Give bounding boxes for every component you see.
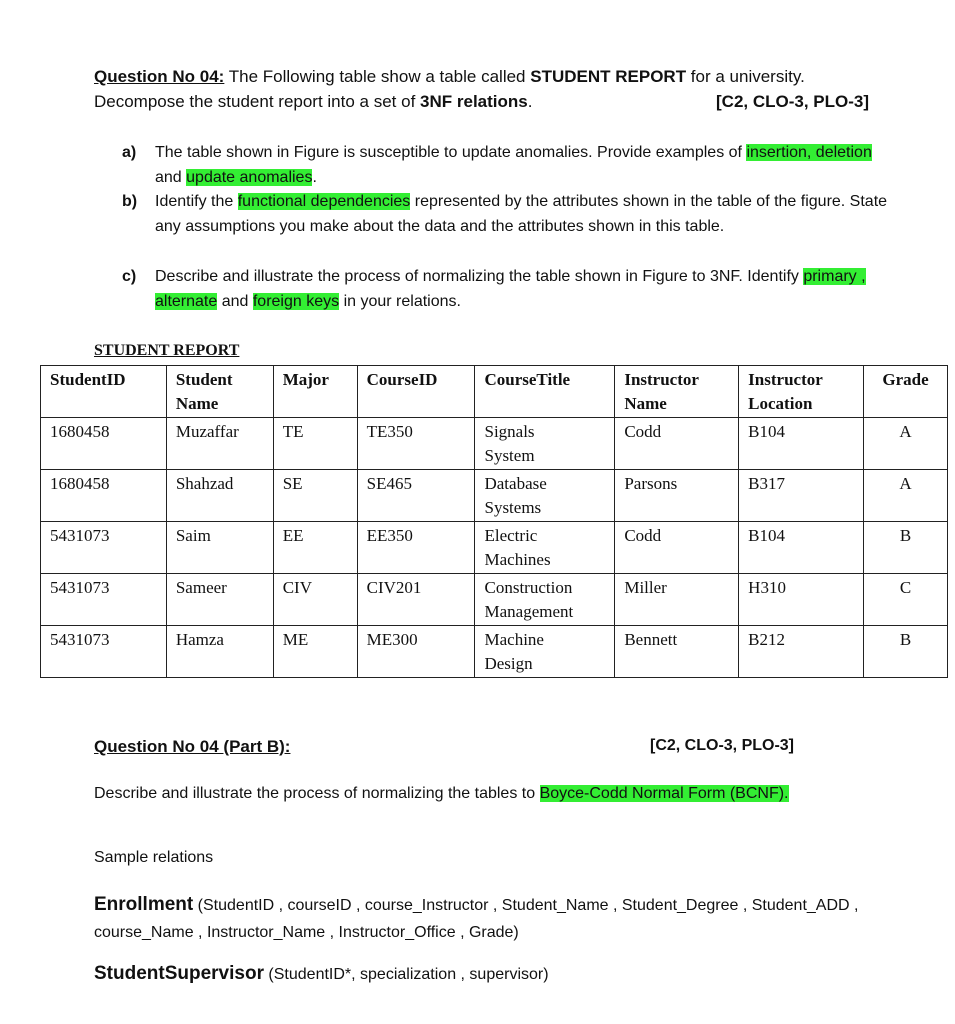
part-b-label: b) xyxy=(122,193,138,210)
column-header-text: Student xyxy=(175,370,233,389)
enrollment-attributes: (StudentID , courseID , course_Instructor , Student_Name , Student_Degree , Student_ADD , course_Name , Instructor_Name , Instructor_Office , Grade) xyxy=(94,897,859,941)
part-b-text: Identify the xyxy=(155,193,238,210)
table-cell xyxy=(273,626,357,678)
cell-text: B xyxy=(899,526,912,545)
question-clo-tag: [C2, CLO-3, PLO-3] xyxy=(716,92,870,111)
table-cell xyxy=(739,470,864,522)
cell-text: B212 xyxy=(748,630,786,649)
table-cell xyxy=(357,574,475,626)
part-a-highlight-2: update anomalies xyxy=(186,168,313,186)
question-intro-text: The Following table show a table called xyxy=(224,67,531,86)
part-c-text-3: in your relations. xyxy=(339,292,461,310)
part-a-text-2: and xyxy=(155,168,187,186)
column-header xyxy=(41,366,167,418)
table-cell xyxy=(273,470,357,522)
cell-text: Shahzad xyxy=(175,474,234,493)
table-row xyxy=(41,574,948,626)
table-cell xyxy=(739,626,864,678)
part-a-text-3: . xyxy=(312,168,317,186)
table-cell xyxy=(357,522,475,574)
part-b-highlight: functional dependencies xyxy=(237,193,411,210)
cell-text: Sameer xyxy=(175,578,227,597)
cell-text: Signals xyxy=(484,422,535,441)
part-a xyxy=(122,141,902,190)
part-c-highlight-2: foreign keys xyxy=(252,292,340,310)
student-supervisor-name: StudentSupervisor xyxy=(94,963,264,984)
table-cell xyxy=(166,574,273,626)
cell-text: Systems xyxy=(484,498,542,517)
table-row xyxy=(41,522,948,574)
bcnf-highlight: Boyce-Codd Normal Form (BCNF). xyxy=(539,785,789,802)
column-header-text: Location xyxy=(748,394,813,413)
table-cell xyxy=(273,574,357,626)
cell-text: Construction xyxy=(484,578,573,597)
table-cell xyxy=(864,418,948,470)
part-b-desc-text: Describe and illustrate the process of normalizing the tables to xyxy=(94,785,540,802)
cell-text: CIV xyxy=(282,578,312,597)
cell-text: B104 xyxy=(748,526,786,545)
cell-text: Machines xyxy=(484,550,551,569)
cell-text: Database xyxy=(484,474,547,493)
table-cell xyxy=(864,470,948,522)
part-c xyxy=(122,265,902,314)
table-cell xyxy=(475,522,615,574)
cell-text: SE465 xyxy=(366,474,412,493)
table-cell xyxy=(357,626,475,678)
question-line2-text: Decompose the student report into a set of xyxy=(94,92,421,111)
table-cell xyxy=(166,470,273,522)
cell-text: Codd xyxy=(624,422,662,441)
table-body xyxy=(41,418,948,678)
table-cell xyxy=(475,470,615,522)
table-cell xyxy=(615,574,739,626)
table-cell xyxy=(166,522,273,574)
table-header-row xyxy=(41,366,948,418)
column-header-text: CourseID xyxy=(366,370,438,389)
cell-text: Electric xyxy=(484,526,538,545)
table-cell xyxy=(615,626,739,678)
part-b xyxy=(122,190,902,239)
part-b-clo-tag: [C2, CLO-3, PLO-3] xyxy=(650,737,795,754)
table-cell xyxy=(864,522,948,574)
cell-text: Saim xyxy=(175,526,211,545)
cell-text: CIV201 xyxy=(366,578,422,597)
table-cell xyxy=(615,470,739,522)
student-supervisor-relation xyxy=(94,963,549,985)
cell-text: Design xyxy=(484,654,533,673)
cell-text: 1680458 xyxy=(50,422,110,441)
cell-text: 1680458 xyxy=(50,474,110,493)
cell-text: ME300 xyxy=(366,630,418,649)
table-cell xyxy=(41,574,167,626)
cell-text: B xyxy=(899,630,912,649)
table-cell xyxy=(739,418,864,470)
table-cell xyxy=(41,522,167,574)
cell-text: 5431073 xyxy=(50,630,110,649)
cell-text: ME xyxy=(282,630,309,649)
table-cell xyxy=(615,522,739,574)
cell-text: Muzaffar xyxy=(175,422,239,441)
column-header-text: Instructor xyxy=(748,370,823,389)
table-cell xyxy=(41,470,167,522)
part-c-highlight-1: primary , alternate xyxy=(155,268,866,310)
table-cell xyxy=(273,522,357,574)
part-a-highlight-1: insertion, deletion xyxy=(746,144,872,161)
cell-text: Machine xyxy=(484,630,544,649)
column-header-text: CourseTitle xyxy=(484,370,571,389)
table-cell xyxy=(475,418,615,470)
table-cell xyxy=(615,418,739,470)
column-header-text: Grade xyxy=(882,370,929,389)
table-cell xyxy=(864,574,948,626)
column-header xyxy=(166,366,273,418)
cell-text: Miller xyxy=(624,578,667,597)
cell-text: Parsons xyxy=(624,474,678,493)
table-row xyxy=(41,626,948,678)
column-header-text: Instructor xyxy=(624,370,699,389)
cell-text: 5431073 xyxy=(50,526,110,545)
table-cell xyxy=(475,626,615,678)
table-cell xyxy=(166,418,273,470)
cell-text: EE350 xyxy=(366,526,413,545)
table-cell xyxy=(864,626,948,678)
table-cell xyxy=(739,574,864,626)
question-line2-end: . xyxy=(527,92,533,111)
cell-text: B104 xyxy=(748,422,786,441)
question-heading: Question No 04: xyxy=(94,67,225,86)
column-header-text: Name xyxy=(624,394,667,413)
cell-text: A xyxy=(899,422,912,441)
table-cell xyxy=(739,522,864,574)
table-cell xyxy=(357,470,475,522)
table-cell xyxy=(41,626,167,678)
cell-text: TE350 xyxy=(366,422,413,441)
column-header xyxy=(475,366,615,418)
cell-text: System xyxy=(484,446,535,465)
column-header-text: Major xyxy=(282,370,329,389)
sample-relations-label: Sample relations xyxy=(94,849,214,866)
table-cell xyxy=(273,418,357,470)
part-a-label: a) xyxy=(122,144,137,161)
table-cell xyxy=(41,418,167,470)
part-c-label: c) xyxy=(122,268,137,285)
part-a-text: The table shown in Figure is susceptible to update anomalies. Provide examples of xyxy=(155,144,747,161)
table-row xyxy=(41,418,948,470)
cell-text: EE xyxy=(282,526,304,545)
column-header xyxy=(739,366,864,418)
column-header xyxy=(615,366,739,418)
cell-text: Management xyxy=(484,602,574,621)
cell-text: B317 xyxy=(748,474,786,493)
cell-text: C xyxy=(899,578,912,597)
question-block xyxy=(94,64,894,114)
cell-text: 5431073 xyxy=(50,578,110,597)
cell-text: SE xyxy=(282,474,303,493)
enrollment-name: Enrollment xyxy=(94,894,194,915)
cell-text: Hamza xyxy=(175,630,224,649)
column-header-text: StudentID xyxy=(50,370,126,389)
report-title: STUDENT REPORT xyxy=(94,342,240,359)
cell-text: H310 xyxy=(748,578,786,597)
column-header xyxy=(864,366,948,418)
part-c-text-2: and xyxy=(217,292,253,310)
enrollment-relation xyxy=(94,891,874,946)
student-report-table xyxy=(40,365,948,678)
student-supervisor-attributes: (StudentID*, specialization , supervisor) xyxy=(263,966,549,983)
column-header xyxy=(357,366,475,418)
column-header-text: Name xyxy=(175,394,219,413)
table-cell xyxy=(357,418,475,470)
student-report-term: STUDENT REPORT xyxy=(530,67,687,86)
cell-text: A xyxy=(899,474,912,493)
question-intro-end: for a university. xyxy=(686,67,805,86)
3nf-term: 3NF relations xyxy=(420,92,528,111)
cell-text: Codd xyxy=(624,526,662,545)
cell-text: Bennett xyxy=(624,630,678,649)
part-b-description xyxy=(94,781,854,807)
part-b-text-2: represented by the attributes shown in the table of the figure. State any assumptions you make about the data and the attributes shown in this table. xyxy=(155,193,888,235)
part-b-heading: Question No 04 (Part B): xyxy=(94,737,291,756)
table-cell xyxy=(475,574,615,626)
table-cell xyxy=(166,626,273,678)
cell-text: TE xyxy=(282,422,304,441)
table-row xyxy=(41,470,948,522)
part-c-text: Describe and illustrate the process of normalizing the table shown in Figure to 3NF. Identify xyxy=(155,268,804,285)
column-header xyxy=(273,366,357,418)
